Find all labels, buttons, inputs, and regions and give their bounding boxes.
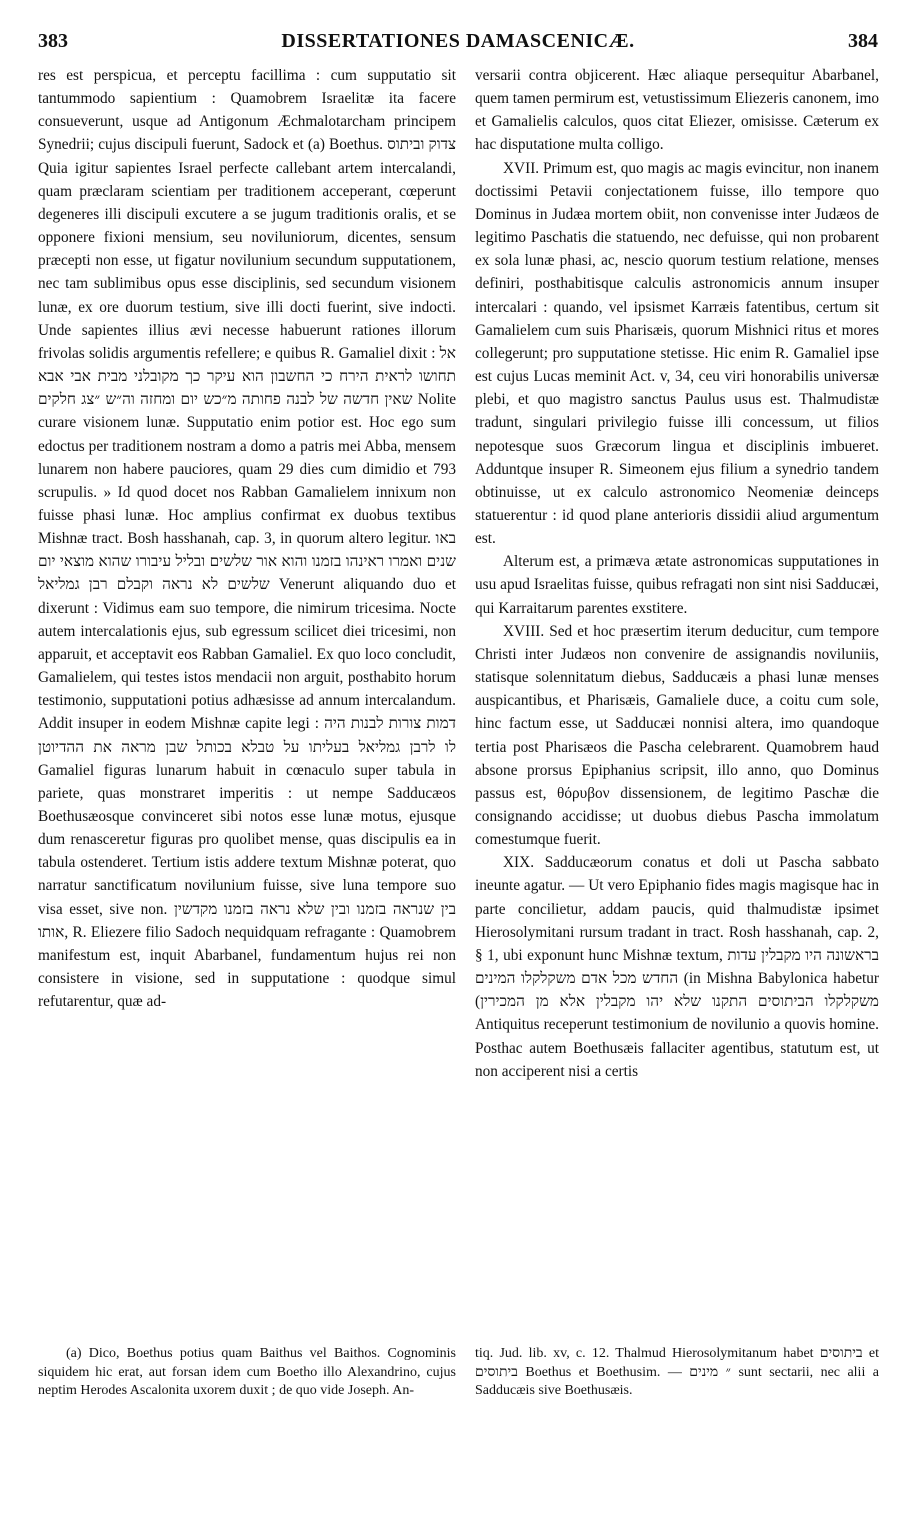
- section-xviii: XVIII. Sed et hoc præsertim iterum deducitur, cum tempore Christi inter Judæos non convenire de assignandis noviluniis, statisque solennitatum diebus, Sadducæis a phasi lunæ menses auspicantibus, et Pharisæis, Gamaliele duce, a coitu cum sole, hinc factum esse, ut Sadducæi nonnisi altera, imo quandoque tertia post Pharisæos die Pascha celebrarent. Quamobrem haud absone prorsus Epiphanius scripsit, illo anno, quo Dominus passus est, θόρυβον dissensionem, de legitimo Paschæ die consignando accidisse; ut duobus diebus Pascha immolatum comestumque fuerit.: [475, 622, 879, 849]
- right-column: [475, 64, 879, 1083]
- footnote-a: (a) Dico, Boethus potius quam Baithus vel Baithos. Cognominis siquidem hic erat, aut forsan idem cum Boetho illo Alexandrino, cujus neptim Herodes Ascalonita uxorem duxit ; de quo vide Joseph. An-: [38, 1346, 456, 1398]
- section-xix: XIX. Sadducæorum conatus et doli ut Pascha sabbato ineunte agatur. — Ut vero Epiphanio fides magis magisque hac in parte concilietur, addam paucis, quid thalmudistæ ipsimet Hierosolymitani rursum tradant in tract. Rosh hasshanah, cap. 2, § 1, ubi exponunt hunc Mishnæ textum, בראשונה היו מקבלין עדות החדש מכל אדם משקלקלו המינים (in Mishna Babylonica habetur (משקלקלו הביתוסים התקנו שלא יהו מקבלין אלא מן המכירין Antiquitus receperunt testimonium de novilunio a quovis homine. Posthac autem Boethusæis fallaciter agentibus, statutum est, ut non acciperent nisi a certis: [475, 854, 880, 1080]
- running-header: [38, 30, 878, 56]
- page-number-left: 383: [38, 30, 68, 52]
- right-paragraph-1: versarii contra objicerent. Hæc aliaque persequitur Abarbanel, quem tamen permirum est, vetustissimum Eliezeris canonem, imo et Gamalielis calculos, quos citat Eliezer, omisisse. Cæterum ex hac disputatione multa colligo.: [475, 67, 880, 154]
- right-paragraph-alterum: Alterum est, a primæva ætate astronomicas supputationes in usu apud Israelitas fuisse, quibus refragati non sint nisi Sadducæi, qui Karraitarum parentes exstitere.: [475, 553, 879, 617]
- running-title: DISSERTATIONES DAMASCENICÆ.: [281, 30, 635, 52]
- footnote-a-continued: tiq. Jud. lib. xv, c. 12. Thalmud Hierosolymitanum habet ביתוסים et ביתוסים Boethus et Boethusim. — ״ מינים sunt sectarii, nec alii a Sadducæis sive Boethusæis.: [475, 1346, 879, 1398]
- footnote-left: [38, 1345, 456, 1401]
- page-number-right: 384: [848, 30, 878, 52]
- left-column: [38, 64, 456, 1013]
- footnote-right: [475, 1345, 879, 1401]
- left-paragraph-1: res est perspicua, et perceptu facillima : cum supputatio sit tantummodo sapientium : Quamobrem Israelitæ ita facere consueverunt, usque ad Antigonum Æchmalotarcham principem Synedrii; cujus discipuli fuerunt, Sadock et (a) Boethus. צדוק וביתוס Quia igitur sapientes Israel perfecte callebant artem intercalandi, quam præclaram scientiam per traditionem acceperant, cœperunt degeneres illi discipuli excutere a se jugum traditionis oralis, et se opponere fixioni mensium, seu noviluniorum, dicentes, sensum præcepti non esse, ut figatur novilunium secundum supputationem, nec tam sublimibus opus esse disciplinis, sed secundum visionem lunæ, ex ore duorum testium, sive illi docti fuerint, sive indocti. Unde sapientes illius ævi necesse habuerunt rationes illorum frivolas solidis argumentis refellere; e quibus R. Gamaliel dixit : אל תחושו לראית הירח כי החשבון הוא עיקר כך מקובלני מבית אבי אבא שאין חדשה של לבנה פחותה מ״כש יום ומחזה וה״ש ״צג חלקים Nolite curare visionem lunæ. Supputatio enim potior est. Hoc ego sum edoctus per traditionem nostram a domo a patris mei Abba, mensem lunarem non habere pauciores, quam 29 dies cum dimidio et 793 scrupulis. » Id quod docet nos Rabban Gamalielem innixum non fuisse phasi lunæ. Hoc amplius confirmat ex duobus textibus Mishnæ tract. Bosh hasshanah, cap. 3, in quorum altero legitur. באו שנים ואמרו ראינהו בזמנו והוא אור שלשים ובליל עיבורו שהוא מוצאי יום שלשים לא נראה וקבלם רבן גמליאל Venerunt aliquando duo et dixerunt : Vidimus eam suo tempore, die nimirum tricesima. Nocte autem intercalationis ejus, sub egressum scilicet diei tricesimi, non apparuit, et acceptavit eos Rabban Gamaliel. Ex quo loco concludit, Gamalielem, qui testes istos mendacii non arguit, posthabito horum testimonio, supputationi potius adhæsisse ad annum intercalandum. Addit insuper in eodem Mishnæ capite legi : דמות צורות לבנות היה לו לרבן גמליאל בעליתו על טבלא בכותל שבן מראה את ההדיוטן Gamaliel figuras lunarum habuit in cœnaculo super tabula in pariete, quas monstraret imperitis : ut nempe Sadducæos Boethusæosque convinceret sibi notos esse lunæ motus, ejusque dum renasceretur figuras pro quolibet mense, quas discipulis ea in tabula ostenderet. Tertium istis addere textum Mishnæ poterat, quo narratur sanctificatum novilunium fuisse, sive luna tempore suo visa esset, sive non. בין שנראה בזמנו ובין שלא נראה בזמנו מקדשין אותו, R. Eliezere filio Sadoch nequidquam refragante : Quamobrem manifestum est, inquit Abarbanel, fundamentum hujus rei non consistere in visione, sed in supputatione : quodque simul refutarentur, quæ ad-: [38, 67, 457, 1011]
- section-xvii: XVII. Primum est, quo magis ac magis evincitur, non inanem doctissimi Petavii conjectationem fuisse, illo tempore quo Dominus in Judæa mortem obiit, non convenisse inter Judæos de legitimo Paschatis die statuendo, nec defuisse, qui non probarent ex sola lunæ phasi, ac, nescio quorum testium relatione, menses definiri, posthabitisque calculis astronomicis annum insuper intercalari : quando, vel ipsismet Karræis fatentibus, certum sit Gamalielem cum suis Pharisæis, quorum Mishnici ritus et mores collegerunt; pro supputatione stetisse. Hic enim R. Gamaliel ipse est cujus Lucas meminit Act. v, 34, ceu viri honorabilis universæ plebi, et quo magistro sanctus Paulus usus est. Thalmudistæ tradunt, singulari privilegio fuisse illi concessum, ut filios nepotesque suos Græcorum lingua et disciplinis imbueret. Adduntque insuper R. Simeonem ejus filium a synedrio tandem obtinuisse, ut ex calculo astronomico Neomeniæ deinceps statuerentur : id quod plane anterioris dissidii aliud argumentum est.: [475, 159, 879, 548]
